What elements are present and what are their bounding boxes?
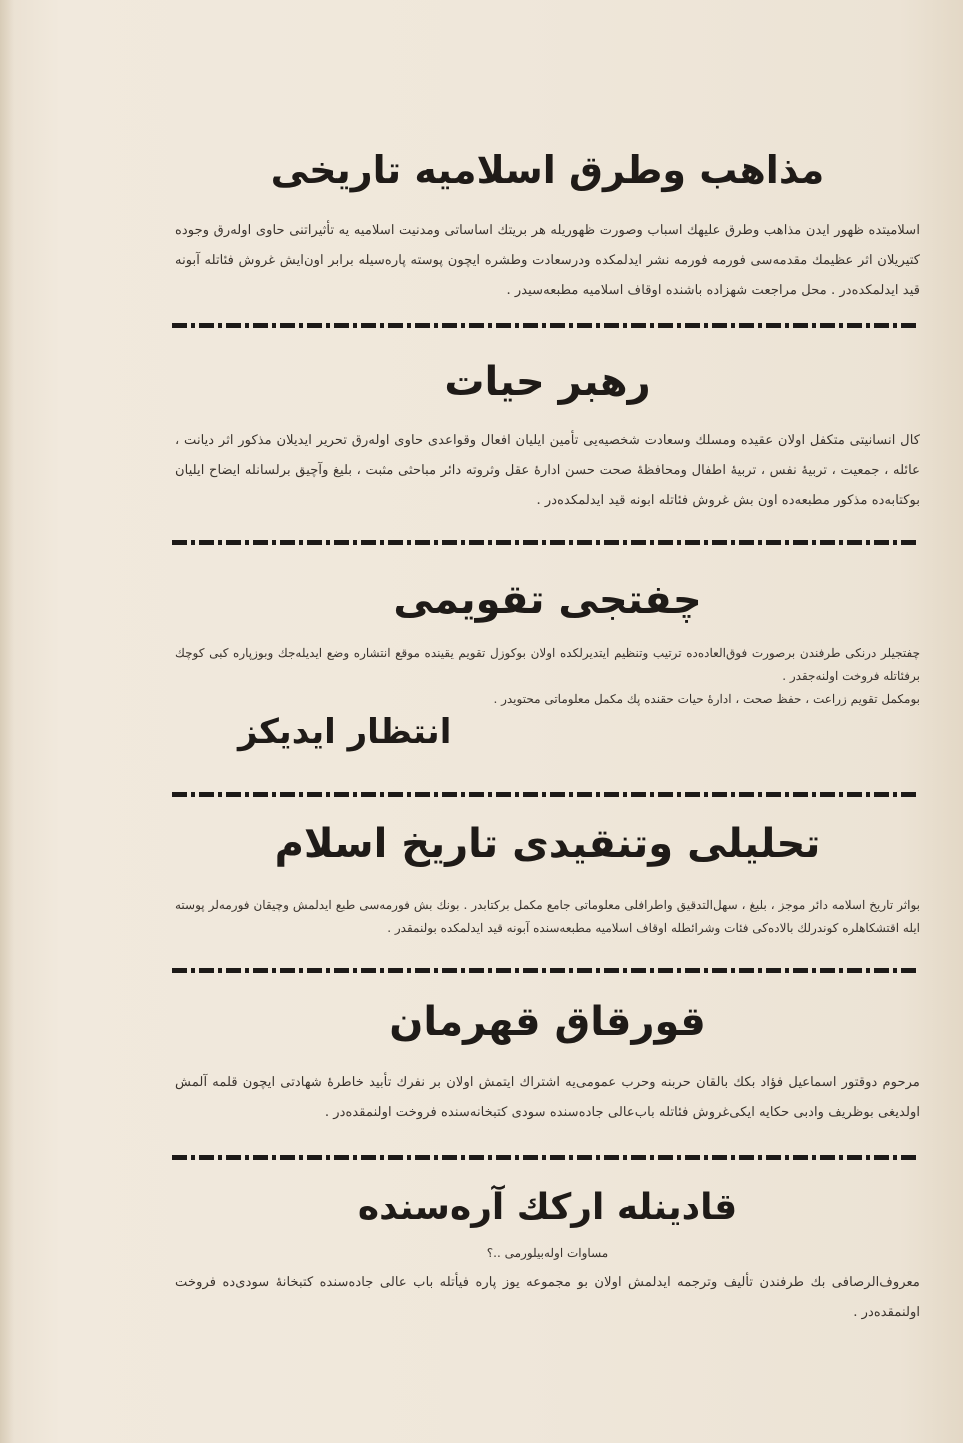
ad-section-korkak-kahraman (175, 1000, 920, 1128)
section-title: قورقاق قهرمان (389, 999, 706, 1045)
ad-section-mezahib (175, 150, 920, 306)
section-text: بواثر تاریخ اسلامه دائر موجز ، بلیغ ، سهل‌التدقیق واطرافلی معلوماتی جامع مکمل برکتابدر . بونك بش فورمه‌سی طبع ایدلمش وچیقان فورمه‌لر پوسته ایله اقتشکاهلره کوندرلك بالاده‌کی فئات وشرائطله اوقاف اسلامیه مطبعه‌سنده آبونه قید ایدلمکده بولنمقدر . (175, 898, 920, 935)
section-text-note: بومکمل تقویم زراعت ، حفظ صحت ، ادارهٔ حیات حقنده پك مکمل معلوماتی محتویدر . (493, 692, 920, 706)
section-text: مرحوم دوقتور اسماعیل فؤاد بکك بالقان حربنه وحرب عمومی‌یه اشتراك ایتمش اولان بر نفرك تأبید خاطرهٔ شهادتی ایچون قلمه آلمش اولدیغی بوظریف وادبی حکایه ایکی‌غروش فئاتله باب‌عالی جاده‌سنده سودی کتبخانه‌سنده فروخت اولنمقده‌در . (175, 1075, 920, 1120)
ad-section-ciftci-takvimi (175, 578, 920, 711)
section-text: کال انسانیتی متکفل اولان عقیده ومسلك وسعادت شخصیه‌یی تأمین ایلیان افعال وقواعدی حاوی اوله‌رق تحریر ایدیلان مذکور اثر دیانت ، عائله ، جمعیت ، تربیهٔ نفس ، تربیهٔ اطفال ومحافظهٔ صحت حسن ادارهٔ عقل وثروته دائر مباحثی مثبت ، بلیغ وآچیق برلسانله ایضاح ایلیان بوکتابه‌ده مذکور مطبعه‌ده اون بش غروش فئاتله ابونه قید ایدلمکده‌در . (175, 433, 920, 508)
dashed-divider (172, 323, 920, 328)
ad-section-kadinla-erkek (175, 1188, 920, 1328)
dashed-divider (172, 540, 920, 545)
section-title: تحلیلی وتنقیدی تاریخ اسلام (274, 821, 821, 867)
section-title: رهبر حیات (444, 359, 651, 405)
section-title: چفتجی تقویمی (393, 577, 702, 623)
section-title: قادینله ارکك آره‌سنده (357, 1187, 738, 1228)
ad-section-rehber-hayat (175, 360, 920, 516)
ad-section-tarih-islam (175, 822, 920, 940)
section-subtitle: مساوات اوله‌بیلورمی ..؟ (486, 1246, 609, 1260)
dashed-divider (172, 1155, 920, 1160)
dashed-divider (172, 792, 920, 797)
section-text: چفتجیلر درنکی طرفندن برصورت فوق‌العاده‌ده ترتیب وتنظیم ایتدیرلکده اولان بوکوزل تقویم یقینده موقع انتشاره وضع ایدیله‌جك وبوزپاره کبی کوچك برفئاتله فروخت اولنه‌جقدر . (175, 646, 920, 683)
page-edge (0, 0, 14, 1443)
dashed-divider (172, 968, 920, 973)
section-text: اسلامیتده ظهور ایدن مذاهب وطرق علیهك اسباب وصورت ظهوریله هر بریتك اساساتی ومدنیت اسلامیه یه تأثیراتنی حاوی اوله‌رق وجوده کتیریلان اثر عظیمك مقدمه‌سی فورمه فورمه نشر ایدلمکده ودرسعادت وطشره ایچون پوسته پاره‌سیله برابر اون‌ایش غروش فئاتله آبونه قید ایدلمکده‌در . محل مراجعت شهزاده باشنده اوقاف اسلامیه مطبعه‌سیدر . (175, 223, 920, 298)
section-text: معروف‌الرصافی بك طرفندن تألیف وترجمه ایدلمش اولان بو مجموعه یوز پاره فیأتله باب عالی جاده‌سنده کتبخانهٔ سودی‌ده فروخت اولنمقده‌در . (175, 1275, 920, 1320)
stamp-intizar-ediniz: انتظار ایدیکز (238, 712, 452, 752)
section-title: مذاهب وطرق اسلامیه تاریخی (270, 148, 825, 192)
